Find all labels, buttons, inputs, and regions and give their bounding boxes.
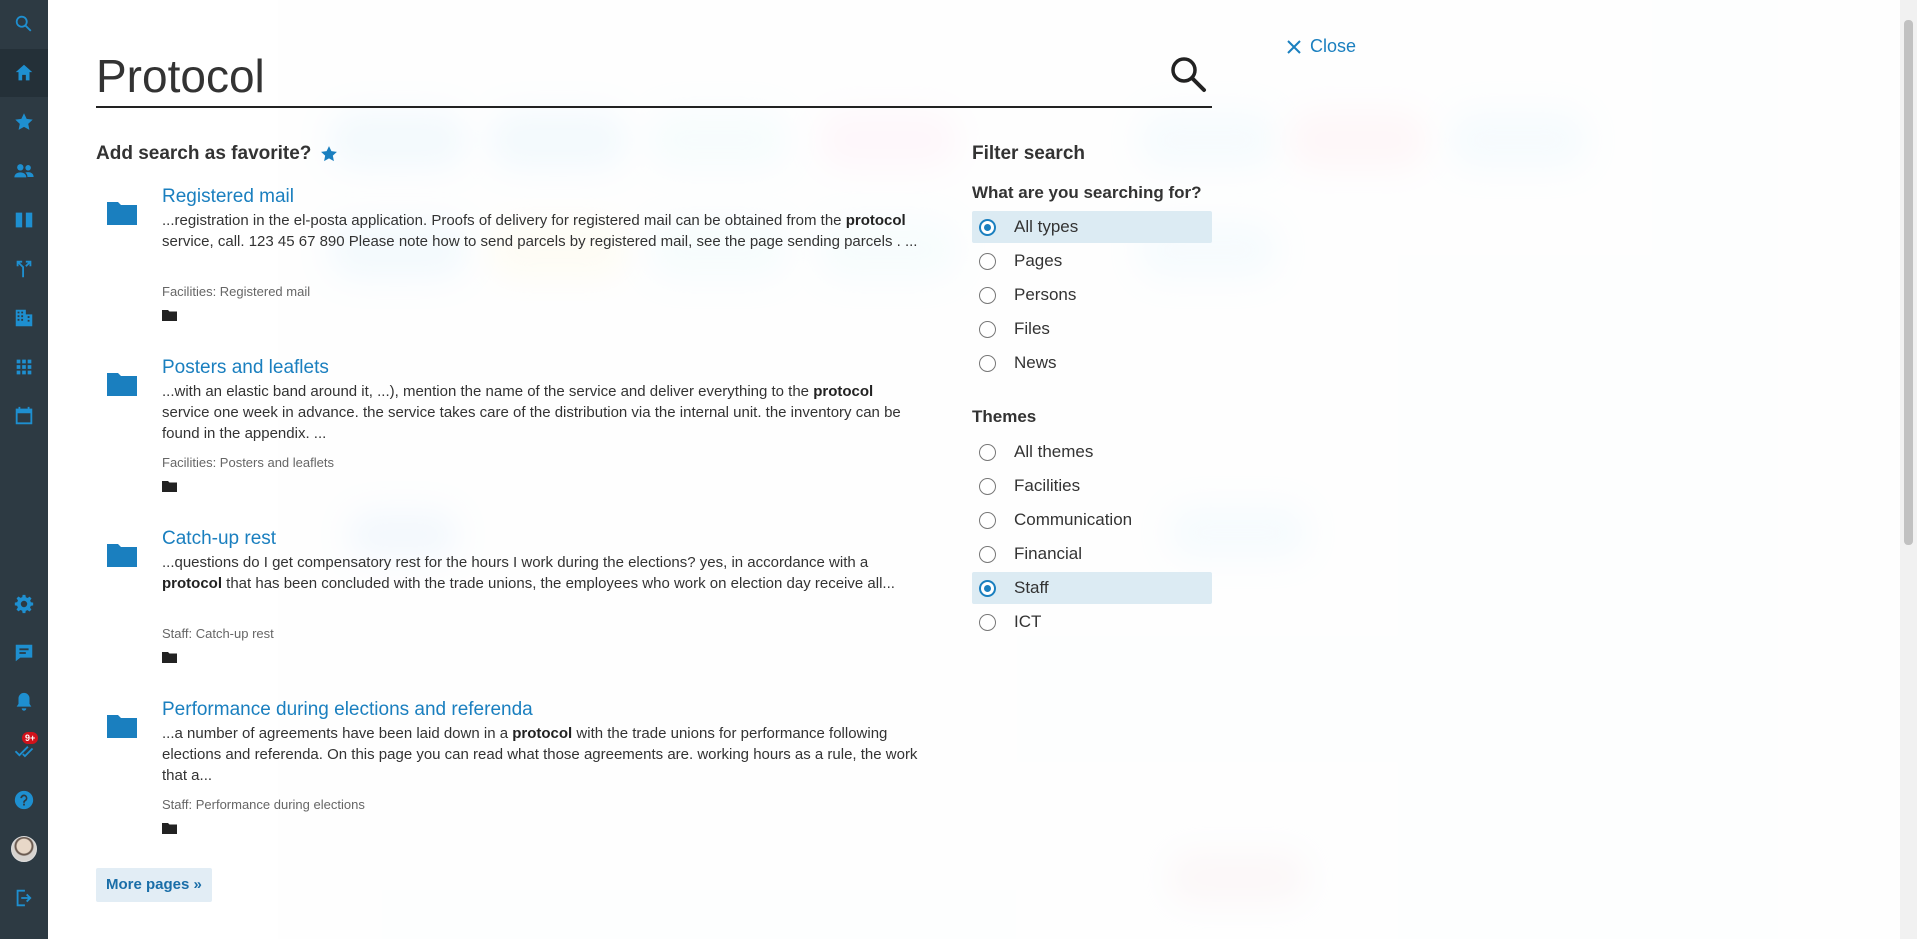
radio-empty-icon xyxy=(979,287,996,304)
sidebar-tasks[interactable] xyxy=(0,727,48,775)
fork-icon xyxy=(13,258,35,280)
chat-icon xyxy=(13,642,35,664)
page-scrollbar[interactable] xyxy=(1900,0,1917,939)
radio-empty-icon xyxy=(979,512,996,529)
radio-label: Files xyxy=(1014,319,1050,338)
radio-label: News xyxy=(1014,353,1057,372)
star-icon[interactable] xyxy=(319,144,339,164)
result-breadcrumb: Staff: Catch-up rest xyxy=(162,626,274,641)
sidebar-people[interactable] xyxy=(0,147,48,195)
radio-label: Staff xyxy=(1014,578,1049,597)
sidebar-notifications[interactable] xyxy=(0,678,48,726)
close-icon xyxy=(1286,39,1302,55)
logout-icon xyxy=(13,887,35,909)
folder-icon xyxy=(162,822,177,834)
scrollbar-thumb[interactable] xyxy=(1904,20,1913,545)
result-breadcrumb: Staff: Performance during elections xyxy=(162,797,365,812)
sidebar-logout[interactable] xyxy=(0,874,48,922)
radio-type-news[interactable] xyxy=(972,347,1212,379)
result-snippet: ...with an elastic band around it, ...), mention the name of the service and deliver everything to the protocol service one week in advance. the service takes care of the distribution via the internal unit. the inventory can be found in the appendix. ... xyxy=(162,383,901,442)
sidebar-library[interactable] xyxy=(0,196,48,244)
tasks-badge: 9+ xyxy=(22,732,38,744)
folder-icon xyxy=(106,711,138,739)
folder-icon xyxy=(162,309,177,321)
people-icon xyxy=(13,160,35,182)
search-submit-icon[interactable] xyxy=(1168,54,1208,94)
gear-icon xyxy=(13,593,35,615)
more-pages-button[interactable]: More pages » xyxy=(96,868,212,902)
filter-heading: Filter search xyxy=(972,143,1085,164)
sidebar-home[interactable] xyxy=(0,49,48,97)
radio-empty-icon xyxy=(979,546,996,563)
folder-icon xyxy=(162,480,177,492)
apps-grid-icon xyxy=(13,356,35,378)
sidebar-processes[interactable] xyxy=(0,245,48,293)
radio-theme-communication[interactable] xyxy=(972,504,1212,536)
building-icon xyxy=(13,307,35,329)
calendar-icon xyxy=(13,405,35,427)
result-breadcrumb: Facilities: Posters and leaflets xyxy=(162,455,334,470)
radio-label: ICT xyxy=(1014,612,1042,631)
radio-label: Financial xyxy=(1014,544,1083,563)
sidebar-settings[interactable] xyxy=(0,580,48,628)
result-title[interactable]: Catch-up rest xyxy=(162,528,277,549)
radio-theme-staff[interactable] xyxy=(972,572,1212,604)
radio-empty-icon xyxy=(979,355,996,372)
home-icon xyxy=(13,62,35,84)
radio-label: All themes xyxy=(1014,442,1094,461)
folder-icon xyxy=(162,651,177,663)
radio-label: Pages xyxy=(1014,251,1063,270)
sidebar-favorites[interactable] xyxy=(0,98,48,146)
help-icon xyxy=(13,789,35,811)
close-button[interactable] xyxy=(1286,36,1356,57)
radio-empty-icon xyxy=(979,444,996,461)
sidebar-search[interactable] xyxy=(0,0,48,48)
result-snippet: ...questions do I get compensatory rest for the hours I work during the elections? yes, in accordance with a protocol that has been concluded with the trade unions, the employees who work on election day receive all... xyxy=(162,554,895,592)
folder-icon xyxy=(106,540,138,568)
radio-empty-icon xyxy=(979,478,996,495)
radio-selected-icon xyxy=(979,580,996,597)
radio-type-all[interactable] xyxy=(972,211,1212,243)
add-favorite-label: Add search as favorite? xyxy=(96,143,312,164)
radio-theme-all[interactable] xyxy=(972,436,1212,468)
sidebar-messages[interactable] xyxy=(0,629,48,677)
sidebar-organisation[interactable] xyxy=(0,294,48,342)
themes-heading: Themes xyxy=(972,407,1037,426)
radio-type-files[interactable] xyxy=(972,313,1212,345)
search-field-wrapper xyxy=(96,40,1212,108)
radio-empty-icon xyxy=(979,614,996,631)
sidebar-apps[interactable] xyxy=(0,343,48,391)
left-sidebar xyxy=(0,0,48,939)
folder-icon xyxy=(106,198,138,226)
radio-label: Persons xyxy=(1014,285,1077,304)
radio-theme-ict[interactable] xyxy=(972,606,1212,638)
bell-icon xyxy=(13,691,35,713)
close-label: Close xyxy=(1310,36,1357,56)
avatar xyxy=(11,836,37,862)
radio-theme-facilities[interactable] xyxy=(972,470,1212,502)
search-input[interactable] xyxy=(96,48,1136,104)
folder-icon xyxy=(106,369,138,397)
radio-label: Communication xyxy=(1014,510,1133,529)
search-icon xyxy=(13,13,35,35)
result-snippet: ...registration in the el-posta application. Proofs of delivery for registered mail can be obtained from the protocol service, call. 123 45 67 890 Please note how to send parcels by registered mail, see the page sending parcels . ... xyxy=(162,212,918,250)
result-snippet: ...a number of agreements have been laid down in a protocol with the trade unions for performance following elections and referenda. On this page you can read what those agreements are. working hours as a rule, the work that a... xyxy=(162,725,918,784)
radio-type-pages[interactable] xyxy=(972,245,1212,277)
radio-label: All types xyxy=(1014,217,1079,236)
radio-type-persons[interactable] xyxy=(972,279,1212,311)
radio-label: Facilities xyxy=(1014,476,1081,495)
star-icon xyxy=(13,111,35,133)
radio-selected-icon xyxy=(979,219,996,236)
result-breadcrumb: Facilities: Registered mail xyxy=(162,284,311,299)
sidebar-calendar[interactable] xyxy=(0,392,48,440)
radio-empty-icon xyxy=(979,253,996,270)
result-title[interactable]: Registered mail xyxy=(162,186,294,207)
add-favorite xyxy=(96,143,339,165)
radio-theme-financial[interactable] xyxy=(972,538,1212,570)
sidebar-profile[interactable] xyxy=(0,825,48,873)
result-title[interactable]: Posters and leaflets xyxy=(162,357,329,378)
result-title[interactable]: Performance during elections and referenda xyxy=(162,699,533,720)
radio-empty-icon xyxy=(979,321,996,338)
type-filter-heading: What are you searching for? xyxy=(972,183,1202,202)
sidebar-help[interactable] xyxy=(0,776,48,824)
book-icon xyxy=(13,209,35,231)
